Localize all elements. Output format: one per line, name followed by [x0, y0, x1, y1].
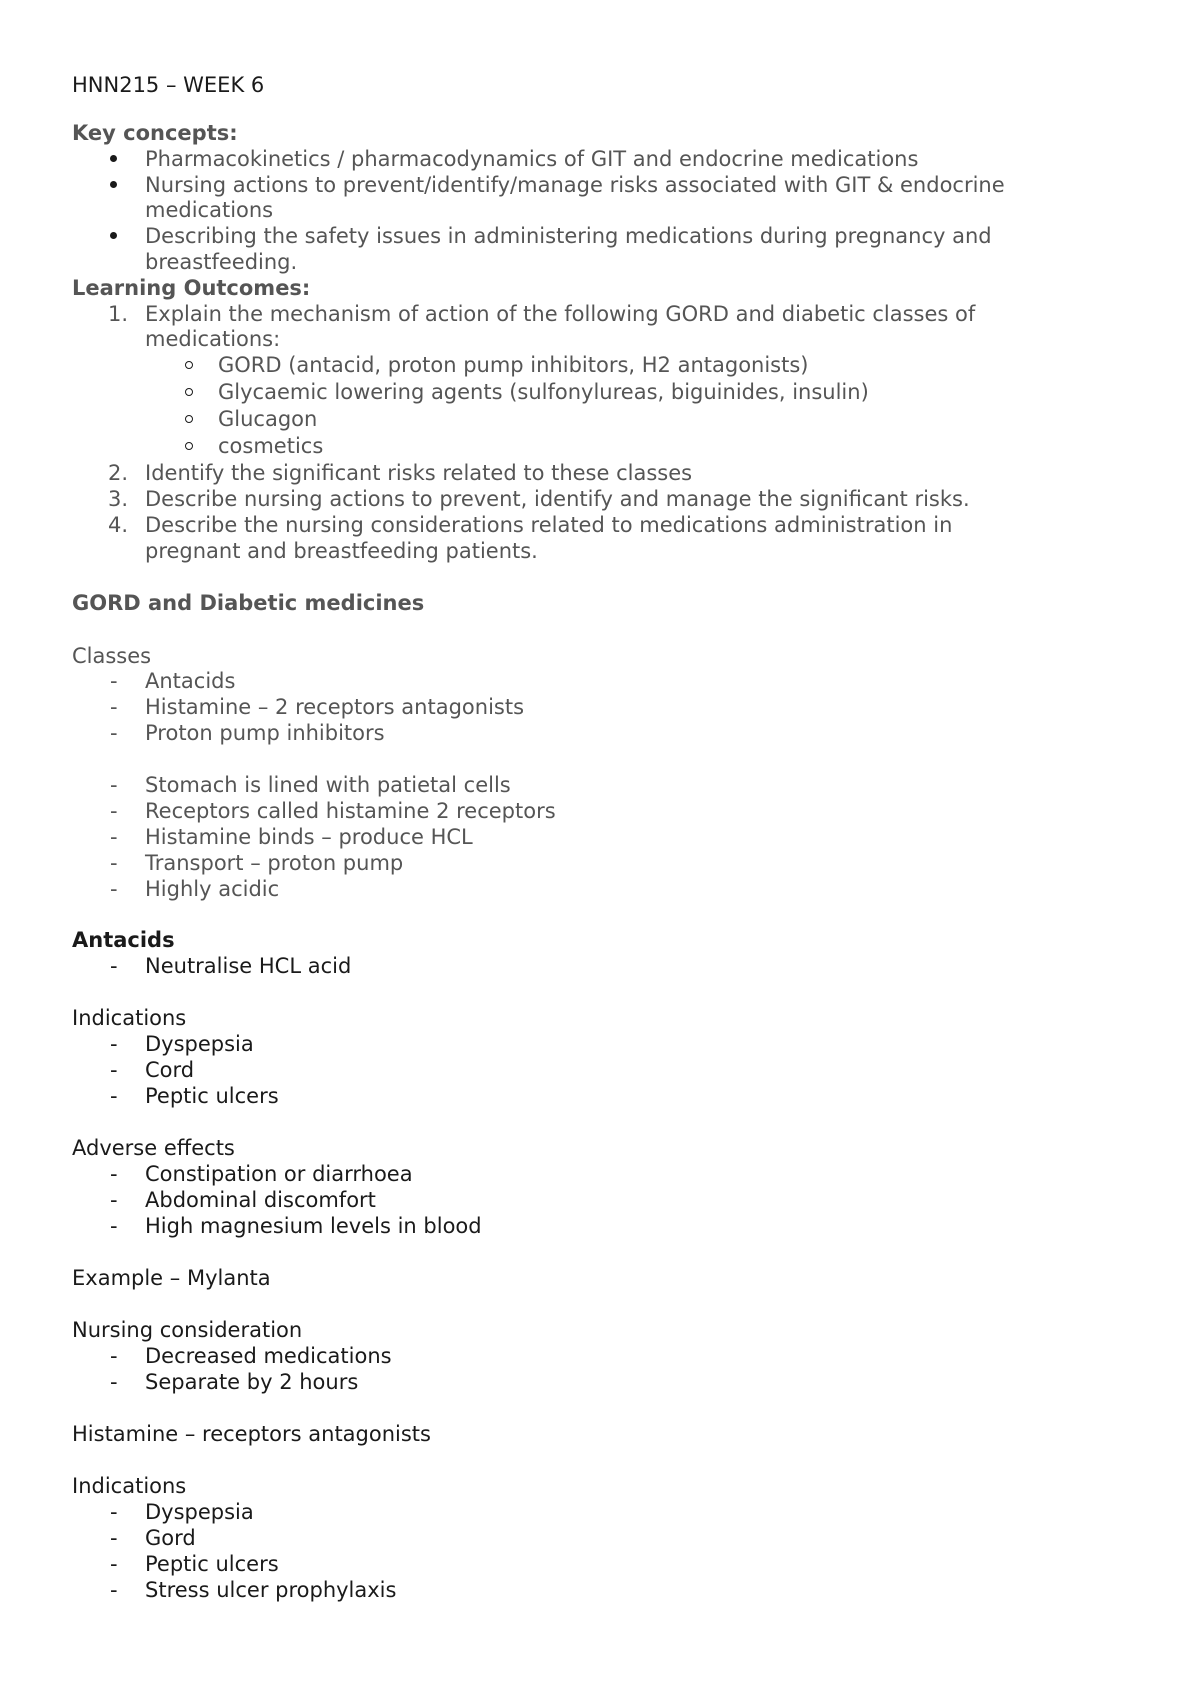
list-item: Constipation or diarrhoea: [145, 1162, 413, 1186]
dash-bullet: -: [110, 669, 118, 693]
indications-label: Indications: [72, 1474, 187, 1498]
example-text: Example – Mylanta: [72, 1266, 271, 1290]
outcome-subitem: cosmetics: [218, 434, 324, 458]
dash-bullet: -: [110, 773, 118, 797]
dash-bullet: -: [110, 1500, 118, 1524]
document-title: HNN215 – WEEK 6: [72, 73, 265, 97]
list-item: Abdominal discomfort: [145, 1188, 376, 1212]
dash-bullet: -: [110, 1058, 118, 1082]
key-concept-item-cont: breastfeeding.: [145, 250, 298, 274]
dash-bullet: -: [110, 1214, 118, 1238]
list-item: Cord: [145, 1058, 195, 1082]
dash-bullet: -: [110, 954, 118, 978]
indications-label: Indications: [72, 1006, 187, 1030]
section-heading: GORD and Diabetic medicines: [72, 591, 425, 615]
list-item: Proton pump inhibitors: [145, 721, 385, 745]
list-item: Stomach is lined with patietal cells: [145, 773, 511, 797]
outcome-number: 4.: [108, 513, 129, 537]
outcome-item: Identify the significant risks related to these classes: [145, 461, 693, 485]
outcome-subitem: GORD (antacid, proton pump inhibitors, H2 antagonists): [218, 353, 809, 377]
learning-outcomes-heading: Learning Outcomes:: [72, 276, 311, 300]
dash-bullet: -: [110, 1526, 118, 1550]
list-item: Gord: [145, 1526, 196, 1550]
outcome-number: 3.: [108, 487, 129, 511]
list-item: Receptors called histamine 2 receptors: [145, 799, 556, 823]
dash-bullet: -: [110, 1162, 118, 1186]
dash-bullet: -: [110, 877, 118, 901]
key-concept-item: Pharmacokinetics / pharmacodynamics of GIT and endocrine medications: [145, 147, 919, 171]
bullet-icon: [110, 155, 117, 162]
outcome-item-cont: medications:: [145, 327, 281, 351]
dash-bullet: -: [110, 1032, 118, 1056]
antacids-heading: Antacids: [72, 928, 175, 952]
outcome-number: 2.: [108, 461, 129, 485]
list-item: Highly acidic: [145, 877, 280, 901]
dash-bullet: -: [110, 1188, 118, 1212]
dash-bullet: -: [110, 1552, 118, 1576]
bullet-icon: [110, 181, 117, 188]
adverse-effects-label: Adverse effects: [72, 1136, 235, 1160]
list-item: Peptic ulcers: [145, 1552, 279, 1576]
outcome-item: Explain the mechanism of action of the following GORD and diabetic classes of: [145, 302, 976, 326]
outcome-subitem: Glycaemic lowering agents (sulfonylureas, biguinides, insulin): [218, 380, 869, 404]
outcome-item: Describe the nursing considerations related to medications administration in: [145, 513, 953, 537]
circle-bullet-icon: [185, 361, 193, 369]
list-item: Decreased medications: [145, 1344, 392, 1368]
list-item: Transport – proton pump: [145, 851, 404, 875]
dash-bullet: -: [110, 1344, 118, 1368]
dash-bullet: -: [110, 851, 118, 875]
key-concept-item: Describing the safety issues in administering medications during pregnancy and: [145, 224, 992, 248]
list-item: High magnesium levels in blood: [145, 1214, 482, 1238]
outcome-subitem: Glucagon: [218, 407, 318, 431]
dash-bullet: -: [110, 799, 118, 823]
circle-bullet-icon: [185, 442, 193, 450]
classes-heading: Classes: [72, 644, 152, 668]
list-item: Dyspepsia: [145, 1032, 254, 1056]
list-item: Histamine – 2 receptors antagonists: [145, 695, 525, 719]
circle-bullet-icon: [185, 388, 193, 396]
bullet-icon: [110, 232, 117, 239]
dash-bullet: -: [110, 825, 118, 849]
list-item: Peptic ulcers: [145, 1084, 279, 1108]
circle-bullet-icon: [185, 415, 193, 423]
nursing-consideration-label: Nursing consideration: [72, 1318, 303, 1342]
dash-bullet: -: [110, 1084, 118, 1108]
outcome-item-cont: pregnant and breastfeeding patients.: [145, 539, 538, 563]
dash-bullet: -: [110, 721, 118, 745]
dash-bullet: -: [110, 1578, 118, 1602]
list-item: Dyspepsia: [145, 1500, 254, 1524]
list-item: Stress ulcer prophylaxis: [145, 1578, 397, 1602]
list-item: Histamine binds – produce HCL: [145, 825, 473, 849]
key-concept-item-cont: medications: [145, 198, 274, 222]
outcome-item: Describe nursing actions to prevent, identify and manage the significant risks.: [145, 487, 970, 511]
list-item: Separate by 2 hours: [145, 1370, 359, 1394]
key-concepts-heading: Key concepts:: [72, 121, 238, 145]
key-concept-item: Nursing actions to prevent/identify/manage risks associated with GIT & endocrine: [145, 173, 1005, 197]
list-item: Antacids: [145, 669, 236, 693]
dash-bullet: -: [110, 695, 118, 719]
dash-bullet: -: [110, 1370, 118, 1394]
outcome-number: 1.: [108, 302, 129, 326]
histamine-heading: Histamine – receptors antagonists: [72, 1422, 431, 1446]
list-item: Neutralise HCL acid: [145, 954, 352, 978]
